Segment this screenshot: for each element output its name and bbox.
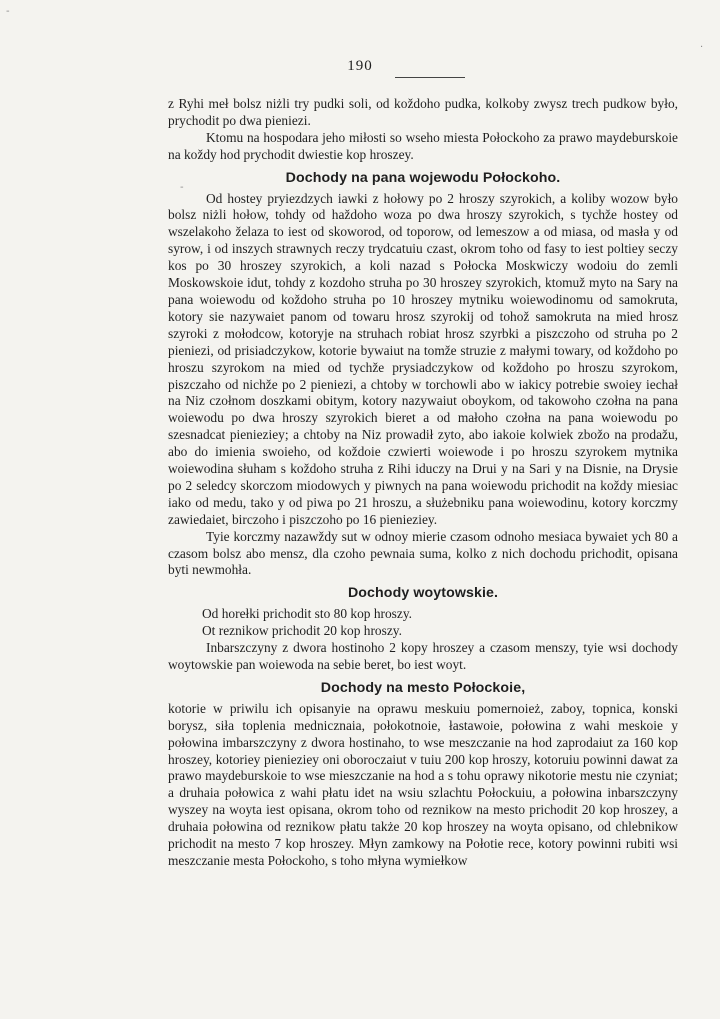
paragraph: Ktomu na hospodara jeho miłosti so wseho miesta Połockoho za prawo maydeburskoie na koždy hod prychodit dwiestie kop hroszey.	[168, 129, 678, 162]
scan-mark: ·	[700, 42, 704, 53]
page-body	[168, 96, 678, 870]
section-heading: Dochody woytowskie.	[347, 585, 499, 602]
section-heading: Dochody na mesto Połockoie,	[320, 679, 526, 696]
paragraph: Ot reznikow prichodit 20 kop hroszy.	[202, 623, 402, 639]
scan-mark: -	[6, 6, 10, 17]
paragraph: Od hostey pryiezdzych iawki z hołowy po 2 hroszy szyrokich, a koliby wozow było bolsz niżli hołow, tohdy od haždoho woza po dwa hroszy szyrokich, s tychže hostey od wszelakoho želaza to iest od skoworod, od toporow, od lemeszow a od miasa, od masła y od syrow, i od inszych strawnych reczy trydcatuiu czast, okrom toho od fasy to iest poltiey seczy kos po 30 hroszey szyrokich, a koli nazad s Połocka Moskwiczy wodoiu do zemli Moskowskoie idut, tohdy z kozdoho struha po 30 hroszey szyrokich, ktomuž myto na Sary na pana woiewodu od koždoho struha po 10 hroszey mytniku woiewodinomu od samokruta, kotory sie nazywaiet panom od towaru hrosz szyrokij od tohož samokruta na mied hrosz szyroki z mołodcow, kotoryje na struhach robiat hrosz szyrbki a piszczoho od struha po 2 pieniezi, od prisiadczykow, kotorie bywaiut na tomže struzie z małymi towary, od koždoho po hroszu szyrokom na mied od tychže prysiadczykow od koždoho po hroszu szyrokom, piszczaho od nichže po 2 pieniezi, a chtoby w torchowli abo w iakicy potrebie swoiey iechał na Niz czołnom doszkami obitym, kotory nazywaiut oboykom, od takowoho czołna na pana woiewodu po dwa hroszy szyrokich bieret a od małoho czołna na pana woiewodu po szesnadcat pienieziey; a chtoby na Niz prowadił zyto, abo iakoie kolwiek zbožo na prodažu, abo do imienia swoieho, od koždoie czwierti woiewode i po hroszu szyrokem mytnika woiewodina słuham s koždoho struha z Rihi iduczy na Drui y na Sari y na Disnie, na Drysie po 2 seledcy skorczom miodowych y piwnych na pana woiewodu prichodit na koždy miesiac iako od medu, tako y od piwa po 21 hroszu, a służebniku pana woiewodinu, kotory korczmy zawiedaiet, birczoho i piszczoho po 16 pienieziey.	[168, 190, 678, 527]
page-number: 190	[347, 58, 373, 74]
paragraph: kotorie w priwilu ich opisanyie na oprawu meskuiu pomernoież, zaboy, topnica, konski borysz, siła toplenia mednicznaia, połokotnoie, łastawoie, połowina z wahi meskoie y połowina imbarszczyny z dwora hostinaho, to wse meszczanie na hod zaprodaiut za 160 kop hroszey, kotoriey pienieziey oni oboroczaiut v tuiu 200 kop hroszy, kotoruiu powinni dawat za prawo maydeburskoie to wse mieszczanie na hod a s tohu oprawy nikotorie mestu nie czyniat; a druhaia połowica z wahi płatu idet na wsiu szlachtu Połockuiu, a połowina inbarszczyny wyszey na woyta iest opisana, okrom toho od reznikow na mesto prichodit 20 kop hroszey, a druhaia połowina od reznikow płatu także 20 kop hroszey na woyta opisano, od chlebnikow prichodit na mesto 7 kop hroszey. Młyn zamkowy na Połotie rece, kotory powinni rubiti wsi meszczanie mesta Połockoho, s toho młyna wymiełkow	[168, 700, 678, 868]
paragraph: z Ryhi meł bolsz niżli try pudki soli, od koždoho pudka, kolkoby zwysz trech pudkow było, prychodit po dwa pieniezi.	[168, 96, 678, 128]
paragraph: Inbarszczyny z dwora hostinoho 2 kopy hroszey a czasom menszy, tyie wsi dochody woytowskie pan woiewoda na sebie beret, bo iest woyt.	[168, 640, 678, 672]
paragraph: Tyie korczmy nazawždy sut w odnoy mierie czasom odnoho mesiaca bywaiet ych 80 a czasom bolsz abo mensz, dla czoho pewnaia suma, kolko z nich dochodu prichodit, opisana byti newmohła.	[168, 528, 678, 578]
paragraph: Od horełki prichodit sto 80 kop hroszy.	[202, 606, 413, 622]
section-heading: Dochody na pana wojewodu Połockoho.	[285, 169, 561, 186]
page-number-rule	[395, 77, 465, 78]
scan-mark: -	[180, 182, 184, 193]
